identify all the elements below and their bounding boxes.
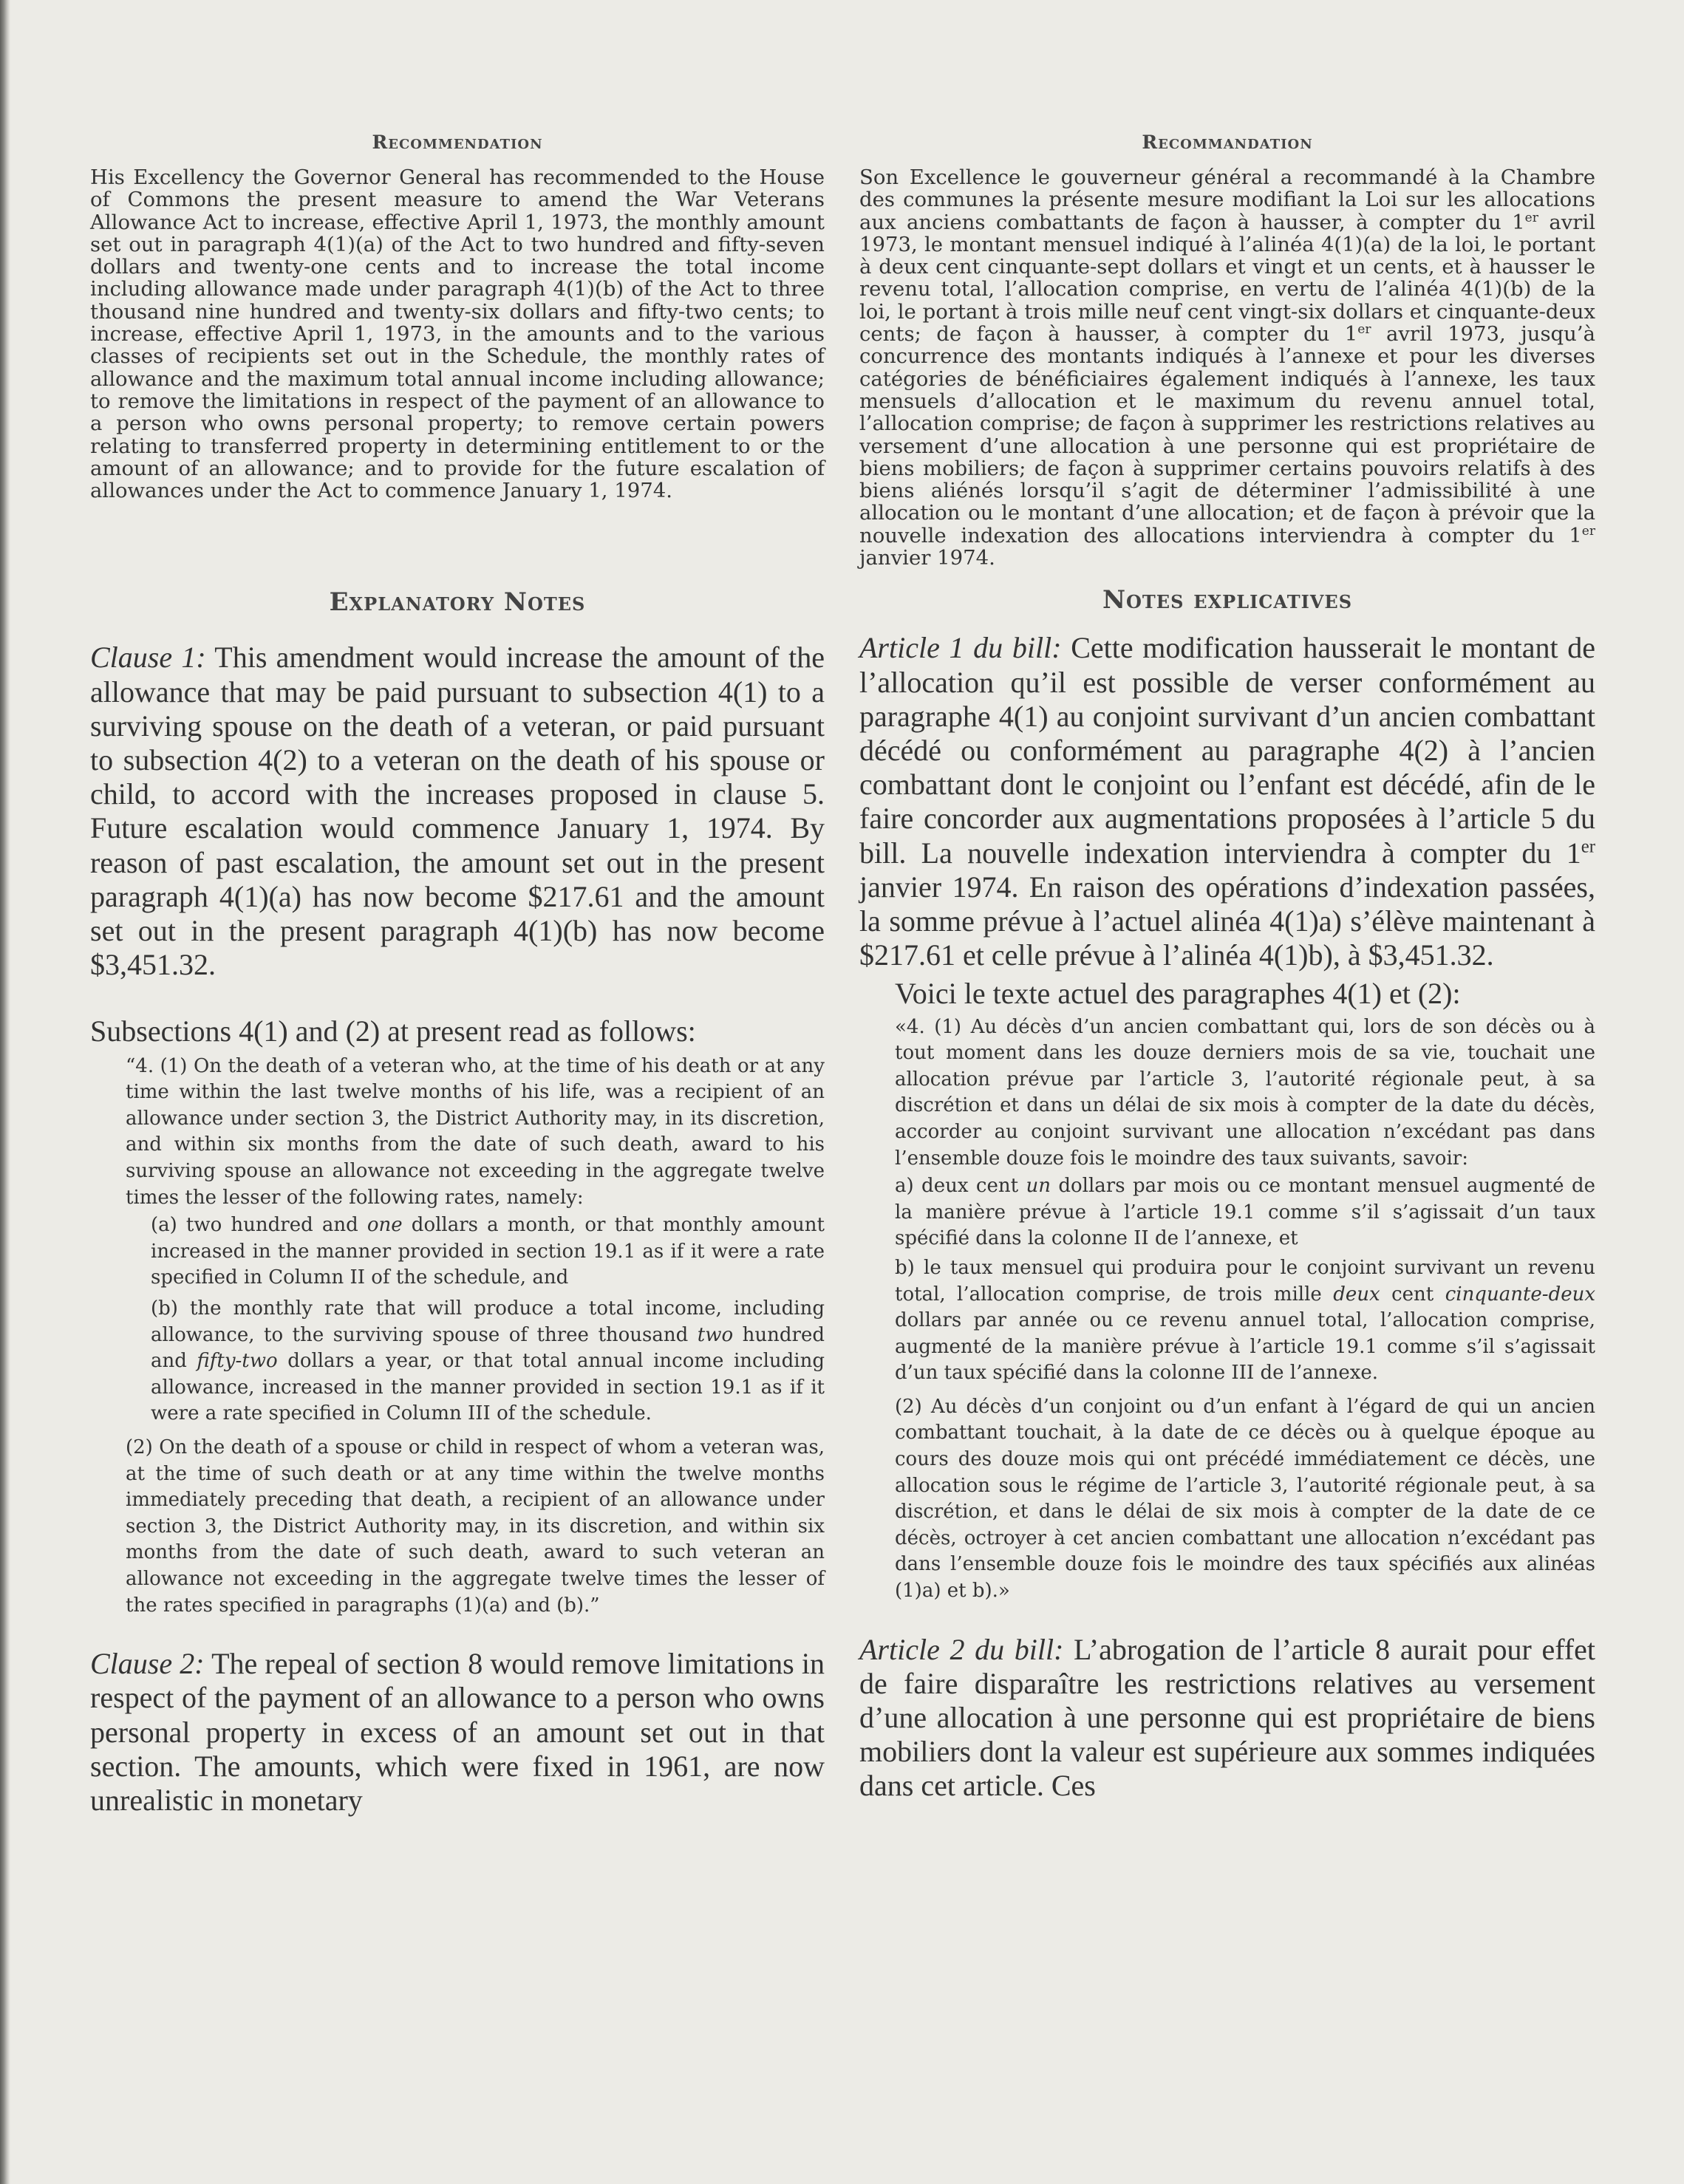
paragraphs-intro: Voici le texte actuel des paragraphes 4(1) et (2):	[895, 977, 1461, 1011]
recommandation-text-2: avril 1973, le montant mensuel indiqué à l’alinéa 4(1)(a) de la loi, le portant à deux cent cinquante-sept dollars et vingt et un cents, et à hausser le revenu total, l’allocation comprise, en vertu de l’alinéa 4(1)(b) de la loi, le portant à trois mille neuf cent vingt-six dollars et cinquante-deux cents; de façon à hausser, à compter du 1	[859, 210, 1595, 347]
citation-alinea-b	[859, 1255, 1595, 1387]
citation-alinea-a	[859, 1173, 1595, 1252]
superscript-er: er	[1581, 523, 1595, 539]
explanatory-notes-heading: Explanatory Notes	[329, 587, 586, 618]
article-2-text: L’abrogation de l’article 8 aurait pour effet de faire disparaître les restrictions relatives au versement d’une allocation à une personne qui est propriétaire de biens mobiliers dont la valeur est supérieure aux sommes indiquées dans cet article. Ces	[859, 1632, 1595, 1803]
quote-subsection-2: (2) On the death of a spouse or child in respect of whom a veteran was, at the time of such death or at any time within the twelve months immediately preceding that death, a recipient of an allowance under section 3, the District Authority may, in its discretion, and within six months from the date of such death, award to such veteran an allowance not exceeding in the aggregate twelve times the lesser of the rates specified in paragraphs (1)(a) and (b).”	[126, 1436, 825, 1617]
superscript-er: er	[1581, 836, 1595, 857]
citation-a-text-2: dollars par mois ou ce montant mensuel augmenté de la manière prévue à l’article 19.1 comme s’il s’agissait d’un taux spécifié dans la colonne II de l’annexe, et	[895, 1175, 1595, 1250]
article-1-text-2: janvier 1974. En raison des opérations d’indexation passées, la somme prévue à l’actuel alinéa 4(1)a) s’élève maintenant à $217.61 et celle prévue à l’alinéa 4(1)b), à $3,451.32.	[859, 870, 1595, 972]
recommandation-text-1: Son Excellence le gouverneur général a recommandé à la Chambre des communes la présente mesure modifiant la Loi sur les allocations aux anciens combattants de façon à hausser, à compter du 1	[859, 165, 1595, 234]
quote-b-text-2: hundred and	[151, 1323, 825, 1373]
recommandation-text-3: avril 1973, jusqu’à concurrence des montants indiqués à l’annexe et pour les diverses catégories de bénéficiaires également indiqués à l’annexe, les taux mensuels d’allocation et le maximum du revenu annuel total, l’allocation comprise; de façon à supprimer les restrictions relatives au versement d’une allocation à une personne qui est propriétaire de biens mobiliers; de façon à supprimer certains pouvoirs relatifs à des biens aliénés lorsqu’il s’agit de déterminer l’admissibilité à une allocation ou le montant d’une allocation; et de façon à prévoir que la nouvelle indexation des allocations interviendra à compter du 1	[859, 322, 1596, 547]
clause-2-label: Clause 2:	[90, 1647, 205, 1681]
clause-1-label: Clause 1:	[90, 641, 206, 675]
notes-explicatives-heading: Notes explicatives	[1102, 585, 1353, 615]
citation-b-text-1: b) le taux mensuel qui produira pour le conjoint survivant un revenu total, l’allocation comprise, de trois mille	[895, 1256, 1595, 1306]
citation-paragraphe-2: (2) Au décès d’un conjoint ou d’un enfant à l’égard de qui un ancien combattant touchait, à la date de ce décès ou à quelque époque au cours des douze mois qui ont précédé immédiatement ce décès, une allocation sous le régime de l’article 3, l’autorité régionale peut, à sa discrétion, et dans le délai de six mois à compter de la date de ce décès, octroyer à cet ancien combattant une allocation n’excédant pas dans l’ensemble douze fois le moindre des taux spécifiés aux alinéas (1)a) et b).»	[895, 1395, 1595, 1603]
clause-1-text: This amendment would increase the amount of the allowance that may be paid pursuant to subsection 4(1) to a surviving spouse on the death of a veteran, or paid pursuant to subsection 4(2) to a veteran on the death of his spouse or child, to accord with the increases proposed in clause 5. Future escalation would commence January 1, 1974. By reason of past escalation, the amount set out in the present paragraph 4(1)(a) has now become $217.61 and the amount set out in the present paragraph 4(1)(b) has now become $3,451.32.	[90, 641, 825, 982]
article-1-text-1: Cette modification hausserait le montant de l’allocation qu’il est possible de verser conformément au paragraphe 4(1) au conjoint survivant d’un ancien combattant décédé ou conformément au paragraphe 4(2) à l’ancien combattant dont le conjoint ou l’enfant est décédé, afin de le faire concorder aux augmentations proposées à l’article 5 du bill. La nouvelle indexation interviendra à compter du 1	[859, 631, 1595, 870]
quote-b-italic-1: two	[697, 1323, 734, 1346]
clause-2-paragraph	[90, 1647, 825, 1818]
recommendation-text: His Excellency the Governor General has recommended to the House of Commons the present measure to amend the War Veterans Allowance Act to increase, effective April 1, 1973, the monthly amount set out in paragraph 4(1)(a) of the Act to two hundred and fifty-seven dollars and twenty-one cents and to increase the total income including allowance made under paragraph 4(1)(b) of the Act to three thousand nine hundred and twenty-six dollars and fifty-two cents; to increase, effective April 1, 1973, in the amounts and to the various classes of recipients set out in the Schedule, the monthly rates of allowance and the maximum total annual income including allowance; to remove the limitations in respect of the payment of an allowance to a person who owns personal property; to remove certain powers relating to transferred property in determining entitlement to or the amount of an allowance; and to provide for the future escalation of allowances under the Act to commence January 1, 1974.	[90, 165, 825, 503]
recommandation-text-4: janvier 1974.	[859, 546, 995, 570]
citation-a-italic: un	[1026, 1175, 1051, 1198]
recommendation-heading: Recommendation	[372, 132, 543, 153]
citation-b-italic-1: deux	[1333, 1283, 1380, 1306]
quote-a-text-1: (a) two hundred and	[151, 1214, 367, 1237]
quote-subsection-1: “4. (1) On the death of a veteran who, at the time of his death or at any time within the last twelve months of his life, was a recipient of an allowance under section 3, the District Authority may, in its discretion, and within six months from the date of such death, award to his surviving spouse an allowance not exceeding in the aggregate twelve times the lesser of the following rates, namely:	[126, 1054, 825, 1209]
texte-actuel	[859, 1014, 1595, 1605]
binding-edge	[0, 0, 10, 2184]
article-1-paragraph	[859, 631, 1595, 972]
citation-a-text-1: a) deux cent	[895, 1175, 1026, 1198]
citation-b-text-2: cent	[1380, 1283, 1445, 1306]
quoted-subsections	[90, 1054, 825, 1619]
citation-b-italic-2: cinquante-deux	[1445, 1283, 1596, 1306]
quote-paragraph-b	[90, 1296, 825, 1427]
recommandation-heading: Recommandation	[1142, 132, 1313, 153]
citation-paragraphe-1: «4. (1) Au décès d’un ancien combattant qui, lors de son décès ou à tout moment dans les douze derniers mois de sa vie, touchait une allocation prévue par l’article 3, l’autorité régionale peut, à sa discrétion et dans un délai de six mois à compter de la date du décès, accorder au conjoint survivant une allocation n’excédant pas dans l’ensemble douze fois le moindre des taux suivants, savoir:	[895, 1015, 1595, 1170]
article-2-paragraph	[859, 1633, 1595, 1803]
citation-b-text-3: dollars par année ou ce revenu annuel total, l’allocation comprise, augmenté de la manière prévue à l’article 19.1 comme s’il s’agissait d’un taux spécifié dans la colonne III de l’annexe.	[895, 1309, 1595, 1385]
quote-b-text-3: dollars a year, or that total annual income including allowance, increased in the manner provided in section 19.1 as if it were a rate specified in Column III of the schedule.	[151, 1350, 825, 1425]
article-2-label: Article 2 du bill:	[859, 1632, 1064, 1666]
french-column	[859, 132, 1595, 1803]
quote-paragraph-a	[90, 1212, 825, 1291]
quote-a-italic: one	[367, 1214, 403, 1237]
quote-a-text-2: dollars a month, or that monthly amount increased in the manner provided in section 19.1 as if it were a rate specified in Column II of the schedule, and	[151, 1214, 825, 1289]
subsections-intro: Subsections 4(1) and (2) at present read as follows:	[90, 1014, 696, 1048]
quote-b-italic-2: fifty-two	[197, 1350, 278, 1373]
english-column	[90, 132, 825, 1818]
recommandation-text	[859, 166, 1595, 569]
quote-b-text-1: (b) the monthly rate that will produce a total income, including allowance, to the surviving spouse of three thousand	[151, 1297, 825, 1346]
clause-2-text: The repeal of section 8 would remove limitations in respect of the payment of an allowance to a person who owns personal property in excess of an amount set out in that section. The amounts, which were fixed in 1961, are now unrealistic in monetary	[90, 1647, 825, 1817]
superscript-er: er	[1357, 321, 1371, 337]
clause-1-paragraph	[90, 641, 825, 982]
article-1-label: Article 1 du bill:	[859, 631, 1062, 665]
superscript-er: er	[1524, 210, 1538, 225]
